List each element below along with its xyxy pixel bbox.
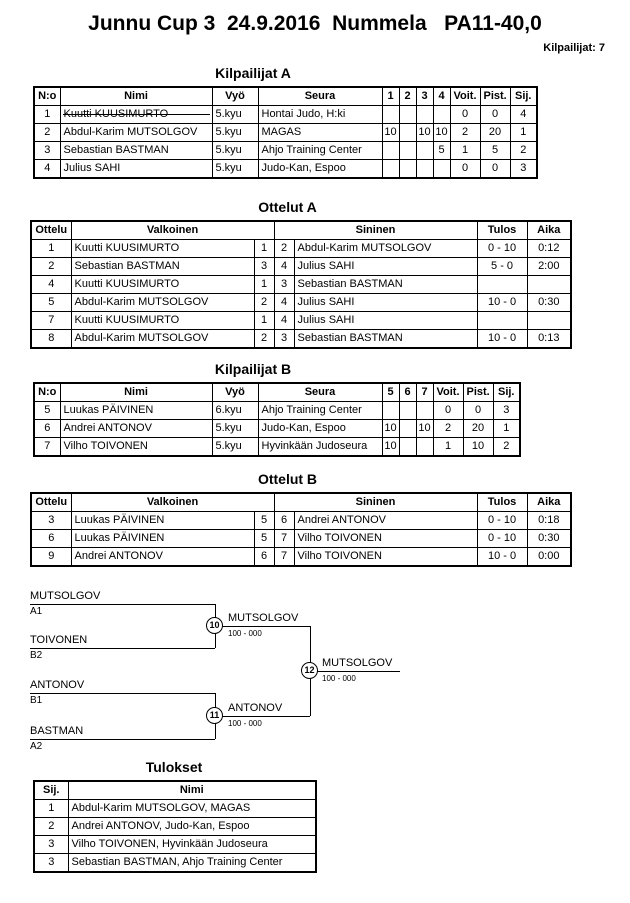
result-row (34, 818, 316, 836)
cell-club: Judo-Kan, Espoo (258, 420, 382, 438)
cell-place: 1 (34, 800, 68, 818)
results-sheet (0, 12, 630, 903)
cell-name: Abdul-Karim MUTSOLGOV (60, 124, 212, 142)
cell-time: 0:18 (527, 512, 571, 530)
cell-white-name: Kuutti KUUSIMURTO (71, 312, 254, 330)
cell-match-no: 7 (31, 312, 71, 330)
bracket-final-line (310, 671, 400, 672)
col-header-place: Sij. (34, 781, 68, 800)
cell-time: 0:13 (527, 330, 571, 349)
kilpailijat-b-heading: Kilpailijat B (214, 361, 292, 377)
col-header-match: Ottelu (31, 221, 71, 240)
cell-score-7: 10 (416, 420, 433, 438)
cell-score-5 (382, 402, 399, 420)
cell-place: 3 (510, 160, 537, 179)
cell-blue-name: Julius SAHI (294, 258, 477, 276)
cell-white-no: 1 (254, 312, 274, 330)
bracket-sf2-top-name: ANTONOV (30, 679, 85, 691)
cell-white-name: Luukas PÄIVINEN (71, 530, 254, 548)
col-header-name: Nimi (60, 87, 212, 106)
bracket-sf1-bottom-seed: B2 (30, 650, 43, 661)
cell-wins: 2 (450, 124, 480, 142)
cell-belt: 6.kyu (212, 402, 258, 420)
cell-blue-no: 4 (274, 258, 294, 276)
col-header-name: Nimi (60, 383, 212, 402)
col-header-belt: Vyö (212, 383, 258, 402)
cell-belt: 5.kyu (212, 160, 258, 179)
cell-wins: 1 (433, 438, 463, 457)
cell-blue-no: 7 (274, 548, 294, 567)
cell-blue-no: 3 (274, 276, 294, 294)
cell-time (527, 312, 571, 330)
header-row (31, 221, 571, 240)
cell-result: 5 - 0 (477, 258, 527, 276)
bracket-sf1-top-line (30, 604, 215, 605)
col-header-points: Pist. (480, 87, 510, 106)
cell-points: 0 (480, 160, 510, 179)
cell-blue-no: 4 (274, 294, 294, 312)
cell-score-1 (382, 160, 399, 179)
cell-score-1 (382, 106, 399, 124)
ottelut-a-table (30, 220, 572, 349)
header-row (31, 493, 571, 512)
cell-no: 7 (34, 438, 60, 457)
bracket-sf2-bottom-name: BASTMAN (30, 725, 84, 737)
col-header-no: N:o (34, 87, 60, 106)
cell-wins: 1 (450, 142, 480, 160)
col-header-match-4: 4 (433, 87, 450, 106)
cell-place: 3 (493, 402, 520, 420)
bracket-sf1-top-name: MUTSOLGOV (30, 590, 101, 602)
cell-wins: 0 (450, 106, 480, 124)
bracket-final-match-circle: 12 (301, 662, 318, 679)
cell-white-name: Kuutti KUUSIMURTO (71, 276, 254, 294)
cell-place: 3 (34, 854, 68, 873)
cell-time: 0:12 (527, 240, 571, 258)
cell-time: 0:30 (527, 530, 571, 548)
bracket-final-score: 100 - 000 (322, 674, 356, 683)
col-header-name: Nimi (68, 781, 316, 800)
competitor-row (34, 438, 520, 457)
bracket-sf2-match-circle: 11 (206, 707, 223, 724)
cell-match-no: 6 (31, 530, 71, 548)
cell-wins: 0 (433, 402, 463, 420)
cell-points: 0 (463, 402, 493, 420)
result-row (34, 800, 316, 818)
cell-score-7 (416, 402, 433, 420)
col-header-match-3: 3 (416, 87, 433, 106)
header-row (34, 781, 316, 800)
col-header-white: Valkoinen (71, 221, 274, 240)
cell-result: 0 - 10 (477, 240, 527, 258)
cell-score-2 (399, 124, 416, 142)
col-header-match-6: 6 (399, 383, 416, 402)
col-header-belt: Vyö (212, 87, 258, 106)
cell-blue-name: Andrei ANTONOV (294, 512, 477, 530)
cell-match-no: 1 (31, 240, 71, 258)
cell-score-3 (416, 142, 433, 160)
cell-name: Vilho TOIVONEN, Hyvinkään Judoseura (68, 836, 316, 854)
cell-blue-name: Julius SAHI (294, 294, 477, 312)
cell-score-5: 10 (382, 438, 399, 457)
bracket-sf1-match-circle: 10 (206, 617, 223, 634)
col-header-match-7: 7 (416, 383, 433, 402)
cell-result (477, 276, 527, 294)
cell-white-no: 2 (254, 330, 274, 349)
cell-club: Judo-Kan, Espoo (258, 160, 382, 179)
col-header-blue: Sininen (274, 221, 477, 240)
cell-score-6 (399, 420, 416, 438)
ottelut-a-heading: Ottelut A (258, 199, 317, 215)
cell-points: 10 (463, 438, 493, 457)
col-header-wins: Voit. (450, 87, 480, 106)
cell-white-no: 5 (254, 512, 274, 530)
medal-bracket (0, 573, 630, 755)
cell-points: 5 (480, 142, 510, 160)
cell-name: Vilho TOIVONEN (60, 438, 212, 457)
cell-result: 0 - 10 (477, 512, 527, 530)
cell-score-4 (433, 160, 450, 179)
bracket-sf1-top-seed: A1 (30, 606, 43, 617)
match-row (31, 330, 571, 349)
cell-blue-name: Sebastian BASTMAN (294, 330, 477, 349)
cell-points: 0 (480, 106, 510, 124)
bracket-final-winner-name: MUTSOLGOV (322, 657, 393, 669)
cell-place: 4 (510, 106, 537, 124)
cell-blue-no: 7 (274, 530, 294, 548)
result-row (34, 854, 316, 873)
bracket-sf2-winner-name: ANTONOV (228, 702, 283, 714)
header-row (34, 87, 537, 106)
cell-score-3 (416, 106, 433, 124)
match-row (31, 548, 571, 567)
cell-white-name: Sebastian BASTMAN (71, 258, 254, 276)
cell-points: 20 (480, 124, 510, 142)
cell-white-no: 3 (254, 258, 274, 276)
competitor-row (34, 142, 537, 160)
cell-belt: 5.kyu (212, 124, 258, 142)
match-row (31, 240, 571, 258)
cell-no: 2 (34, 124, 60, 142)
match-row (31, 258, 571, 276)
cell-points: 20 (463, 420, 493, 438)
cell-no: 4 (34, 160, 60, 179)
cell-name: Sebastian BASTMAN (60, 142, 212, 160)
cell-result: 10 - 0 (477, 330, 527, 349)
col-header-result: Tulos (477, 493, 527, 512)
match-row (31, 276, 571, 294)
cell-result: 10 - 0 (477, 294, 527, 312)
cell-blue-name: Julius SAHI (294, 312, 477, 330)
cell-match-no: 2 (31, 258, 71, 276)
col-header-match-2: 2 (399, 87, 416, 106)
cell-name: Andrei ANTONOV (60, 420, 212, 438)
cell-blue-no: 3 (274, 330, 294, 349)
ottelut-b-heading: Ottelut B (257, 471, 318, 487)
cell-club: Hyvinkään Judoseura (258, 438, 382, 457)
bracket-sf2-top-seed: B1 (30, 695, 43, 706)
col-header-wins: Voit. (433, 383, 463, 402)
match-row (31, 294, 571, 312)
cell-time (527, 276, 571, 294)
cell-match-no: 3 (31, 512, 71, 530)
competitor-row (34, 106, 537, 124)
competitor-row (34, 124, 537, 142)
cell-score-4: 10 (433, 124, 450, 142)
cell-match-no: 8 (31, 330, 71, 349)
col-header-place: Sij. (493, 383, 520, 402)
cell-no: 3 (34, 142, 60, 160)
cell-club: Ahjo Training Center (258, 142, 382, 160)
cell-white-name: Andrei ANTONOV (71, 548, 254, 567)
cell-name: Luukas PÄIVINEN (60, 402, 212, 420)
cell-white-no: 1 (254, 240, 274, 258)
kilpailijat-a-heading: Kilpailijat A (215, 65, 291, 81)
result-row (34, 836, 316, 854)
col-header-club: Seura (258, 87, 382, 106)
cell-score-1: 10 (382, 124, 399, 142)
cell-result: 10 - 0 (477, 548, 527, 567)
cell-belt: 5.kyu (212, 142, 258, 160)
tulokset-table (33, 780, 317, 873)
col-header-blue: Sininen (274, 493, 477, 512)
cell-score-3 (416, 160, 433, 179)
bracket-sf2-bottom-line (30, 739, 215, 740)
header-row (34, 383, 520, 402)
cell-white-no: 6 (254, 548, 274, 567)
col-header-time: Aika (527, 493, 571, 512)
cell-match-no: 9 (31, 548, 71, 567)
match-row (31, 512, 571, 530)
cell-club: Hontai Judo, H:ki (258, 106, 382, 124)
cell-score-2 (399, 160, 416, 179)
col-header-match: Ottelu (31, 493, 71, 512)
match-row (31, 312, 571, 330)
cell-club: MAGAS (258, 124, 382, 142)
cell-place: 1 (510, 124, 537, 142)
cell-blue-name: Sebastian BASTMAN (294, 276, 477, 294)
col-header-match-1: 1 (382, 87, 399, 106)
cell-blue-no: 2 (274, 240, 294, 258)
cell-name: Abdul-Karim MUTSOLGOV, MAGAS (68, 800, 316, 818)
cell-wins: 0 (450, 160, 480, 179)
cell-belt: 5.kyu (212, 438, 258, 457)
cell-score-5: 10 (382, 420, 399, 438)
col-header-white: Valkoinen (71, 493, 274, 512)
cell-place: 3 (34, 836, 68, 854)
cell-time: 0:00 (527, 548, 571, 567)
cell-score-2 (399, 106, 416, 124)
tulokset-heading: Tulokset (145, 759, 203, 775)
cell-white-no: 2 (254, 294, 274, 312)
cell-match-no: 5 (31, 294, 71, 312)
cell-blue-name: Abdul-Karim MUTSOLGOV (294, 240, 477, 258)
cell-club: Ahjo Training Center (258, 402, 382, 420)
col-header-match-5: 5 (382, 383, 399, 402)
cell-white-no: 1 (254, 276, 274, 294)
cell-no: 5 (34, 402, 60, 420)
cell-belt: 5.kyu (212, 106, 258, 124)
cell-place: 1 (493, 420, 520, 438)
cell-place: 2 (34, 818, 68, 836)
bracket-sf1-score: 100 - 000 (228, 629, 262, 638)
kilpailijat-b-table (33, 382, 521, 457)
competitor-row (34, 160, 537, 179)
cell-belt: 5.kyu (212, 420, 258, 438)
cell-white-name: Kuutti KUUSIMURTO (71, 240, 254, 258)
cell-score-6 (399, 402, 416, 420)
cell-white-name: Abdul-Karim MUTSOLGOV (71, 330, 254, 349)
page-title: Junnu Cup 3 24.9.2016 Nummela PA11-40,0 (88, 12, 542, 35)
cell-score-6 (399, 438, 416, 457)
kilpailijat-a-table (33, 86, 538, 179)
cell-result: 0 - 10 (477, 530, 527, 548)
cell-white-no: 5 (254, 530, 274, 548)
cell-wins: 2 (433, 420, 463, 438)
cell-score-4: 5 (433, 142, 450, 160)
cell-blue-no: 4 (274, 312, 294, 330)
col-header-points: Pist. (463, 383, 493, 402)
cell-name: Andrei ANTONOV, Judo-Kan, Espoo (68, 818, 316, 836)
cell-name: Sebastian BASTMAN, Ahjo Training Center (68, 854, 316, 873)
cell-score-1 (382, 142, 399, 160)
cell-score-2 (399, 142, 416, 160)
bracket-sf2-bottom-seed: A2 (30, 741, 43, 752)
cell-white-name: Luukas PÄIVINEN (71, 512, 254, 530)
col-header-no: N:o (34, 383, 60, 402)
col-header-result: Tulos (477, 221, 527, 240)
bracket-sf1-bottom-line (30, 648, 215, 649)
cell-blue-name: Vilho TOIVONEN (294, 530, 477, 548)
cell-time: 2:00 (527, 258, 571, 276)
cell-place: 2 (510, 142, 537, 160)
match-row (31, 530, 571, 548)
competitor-row (34, 402, 520, 420)
ottelut-b-table (30, 492, 572, 567)
cell-name: Kuutti KUUSIMURTO (60, 106, 212, 124)
bracket-sf2-top-line (30, 693, 215, 694)
bracket-sf1-winner-line (215, 626, 310, 627)
col-header-club: Seura (258, 383, 382, 402)
bracket-sf2-winner-line (215, 716, 310, 717)
col-header-place: Sij. (510, 87, 537, 106)
cell-white-name: Abdul-Karim MUTSOLGOV (71, 294, 254, 312)
competitor-row (34, 420, 520, 438)
cell-place: 2 (493, 438, 520, 457)
cell-name: Julius SAHI (60, 160, 212, 179)
bracket-sf1-winner-name: MUTSOLGOV (228, 612, 299, 624)
cell-no: 6 (34, 420, 60, 438)
cell-blue-name: Vilho TOIVONEN (294, 548, 477, 567)
cell-result (477, 312, 527, 330)
cell-match-no: 4 (31, 276, 71, 294)
cell-score-7 (416, 438, 433, 457)
cell-blue-no: 6 (274, 512, 294, 530)
cell-no: 1 (34, 106, 60, 124)
col-header-time: Aika (527, 221, 571, 240)
cell-score-4 (433, 106, 450, 124)
bracket-sf2-score: 100 - 000 (228, 719, 262, 728)
competitors-count: Kilpailijat: 7 (543, 42, 605, 54)
cell-time: 0:30 (527, 294, 571, 312)
bracket-sf1-bottom-name: TOIVONEN (30, 634, 88, 646)
cell-score-3: 10 (416, 124, 433, 142)
